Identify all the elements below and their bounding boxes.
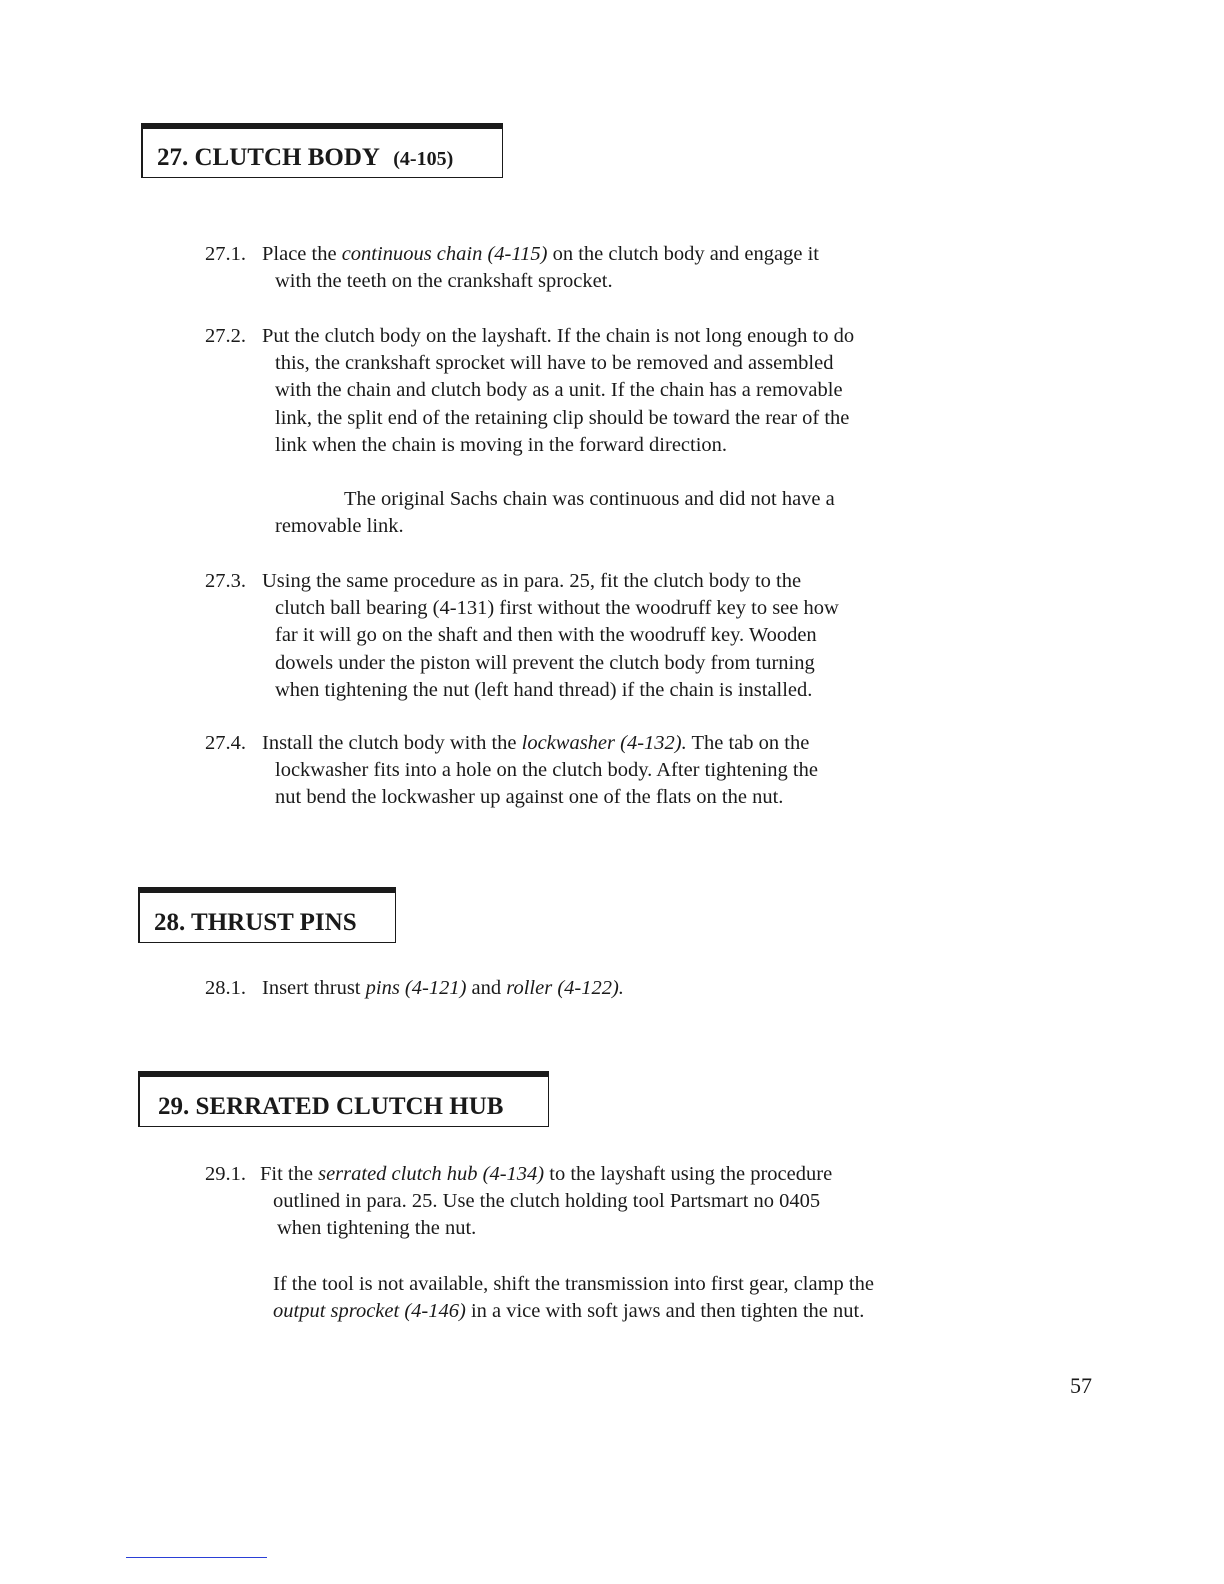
text-line: Using the same procedure as in para. 25, fit the clutch body to the — [262, 570, 802, 592]
part-reference: roller (4-122). — [506, 977, 624, 999]
section-27-ref: (4-105) — [393, 148, 454, 170]
part-reference: serrated clutch hub (4-134) — [318, 1163, 545, 1185]
note-line: The original Sachs chain was continuous and did not have a — [344, 488, 835, 510]
text-line: far it will go on the shaft and then with the woodruff key. Wooden — [275, 624, 817, 647]
part-reference: continuous chain (4-115) — [341, 243, 548, 265]
paragraph-number: 27.2. — [205, 325, 246, 347]
paragraph-27-2 — [205, 323, 854, 459]
section-29-title: 29. SERRATED CLUTCH HUB — [158, 1093, 504, 1120]
text-line: Place the continuous chain (4-115) on the clutch body and engage it — [262, 243, 819, 265]
part-reference: pins (4-121) — [365, 977, 467, 999]
text-line: Insert thrust pins (4-121) and roller (4-122). — [262, 977, 624, 999]
text-line: Fit the serrated clutch hub (4-134) to the layshaft using the procedure — [260, 1163, 833, 1185]
note-line: If the tool is not available, shift the transmission into first gear, clamp the — [273, 1273, 874, 1295]
paragraph-number: 28.1. — [205, 977, 246, 999]
page-number: 57 — [1070, 1373, 1092, 1398]
part-reference: lockwasher (4-132). — [521, 732, 687, 754]
paragraph-27-4 — [205, 730, 818, 812]
paragraph-number: 27.4. — [205, 732, 246, 754]
section-28-heading — [138, 887, 396, 943]
note-line: output sprocket (4-146) in a vice with soft jaws and then tighten the nut. — [273, 1300, 865, 1323]
text-line: nut bend the lockwasher up against one of the flats on the nut. — [275, 786, 784, 809]
text-line: dowels under the piston will prevent the clutch body from turning — [275, 651, 815, 674]
paragraph-number: 27.1. — [205, 243, 246, 265]
section-27-title: 27. CLUTCH BODY — [157, 144, 380, 171]
paragraph-28-1 — [205, 975, 624, 1002]
text-line: Put the clutch body on the layshaft. If the chain is not long enough to do — [262, 325, 855, 347]
section-27-title-wrap — [157, 144, 453, 172]
text-line: link, the split end of the retaining clip should be toward the rear of the — [275, 406, 850, 429]
paragraph-27-1 — [205, 241, 819, 295]
text-line: link when the chain is moving in the forward direction. — [275, 433, 728, 456]
paragraph-number: 27.3. — [205, 570, 246, 592]
text-line: Install the clutch body with the lockwasher (4-132). The tab on the — [262, 732, 810, 754]
text-line: lockwasher fits into a hole on the clutch body. After tightening the — [275, 759, 818, 782]
paragraph-27-3 — [205, 568, 839, 704]
note-29-1 — [273, 1271, 874, 1325]
note-line: removable link. — [275, 515, 404, 538]
section-28-title: 28. THRUST PINS — [154, 909, 357, 936]
paragraph-29-1 — [205, 1161, 832, 1243]
text-line: with the teeth on the crankshaft sprocket. — [275, 270, 613, 293]
section-29-heading — [138, 1071, 549, 1127]
text-line: clutch ball bearing (4-131) first without the woodruff key to see how — [275, 597, 839, 620]
note-27-2 — [275, 486, 835, 540]
text-line: outlined in para. 25. Use the clutch holding tool Partsmart no 0405 — [273, 1190, 821, 1213]
text-line: when tightening the nut (left hand thread) if the chain is installed. — [275, 678, 813, 701]
text-line: when tightening the nut. — [277, 1217, 477, 1240]
section-27-heading — [141, 123, 503, 178]
paragraph-number: 29.1. — [205, 1163, 246, 1185]
text-line: with the chain and clutch body as a unit. If the chain has a removable — [275, 379, 843, 402]
part-reference: output sprocket (4-146) — [273, 1300, 466, 1323]
text-line: this, the crankshaft sprocket will have to be removed and assembled — [275, 352, 834, 375]
footer-rule — [126, 1557, 267, 1558]
